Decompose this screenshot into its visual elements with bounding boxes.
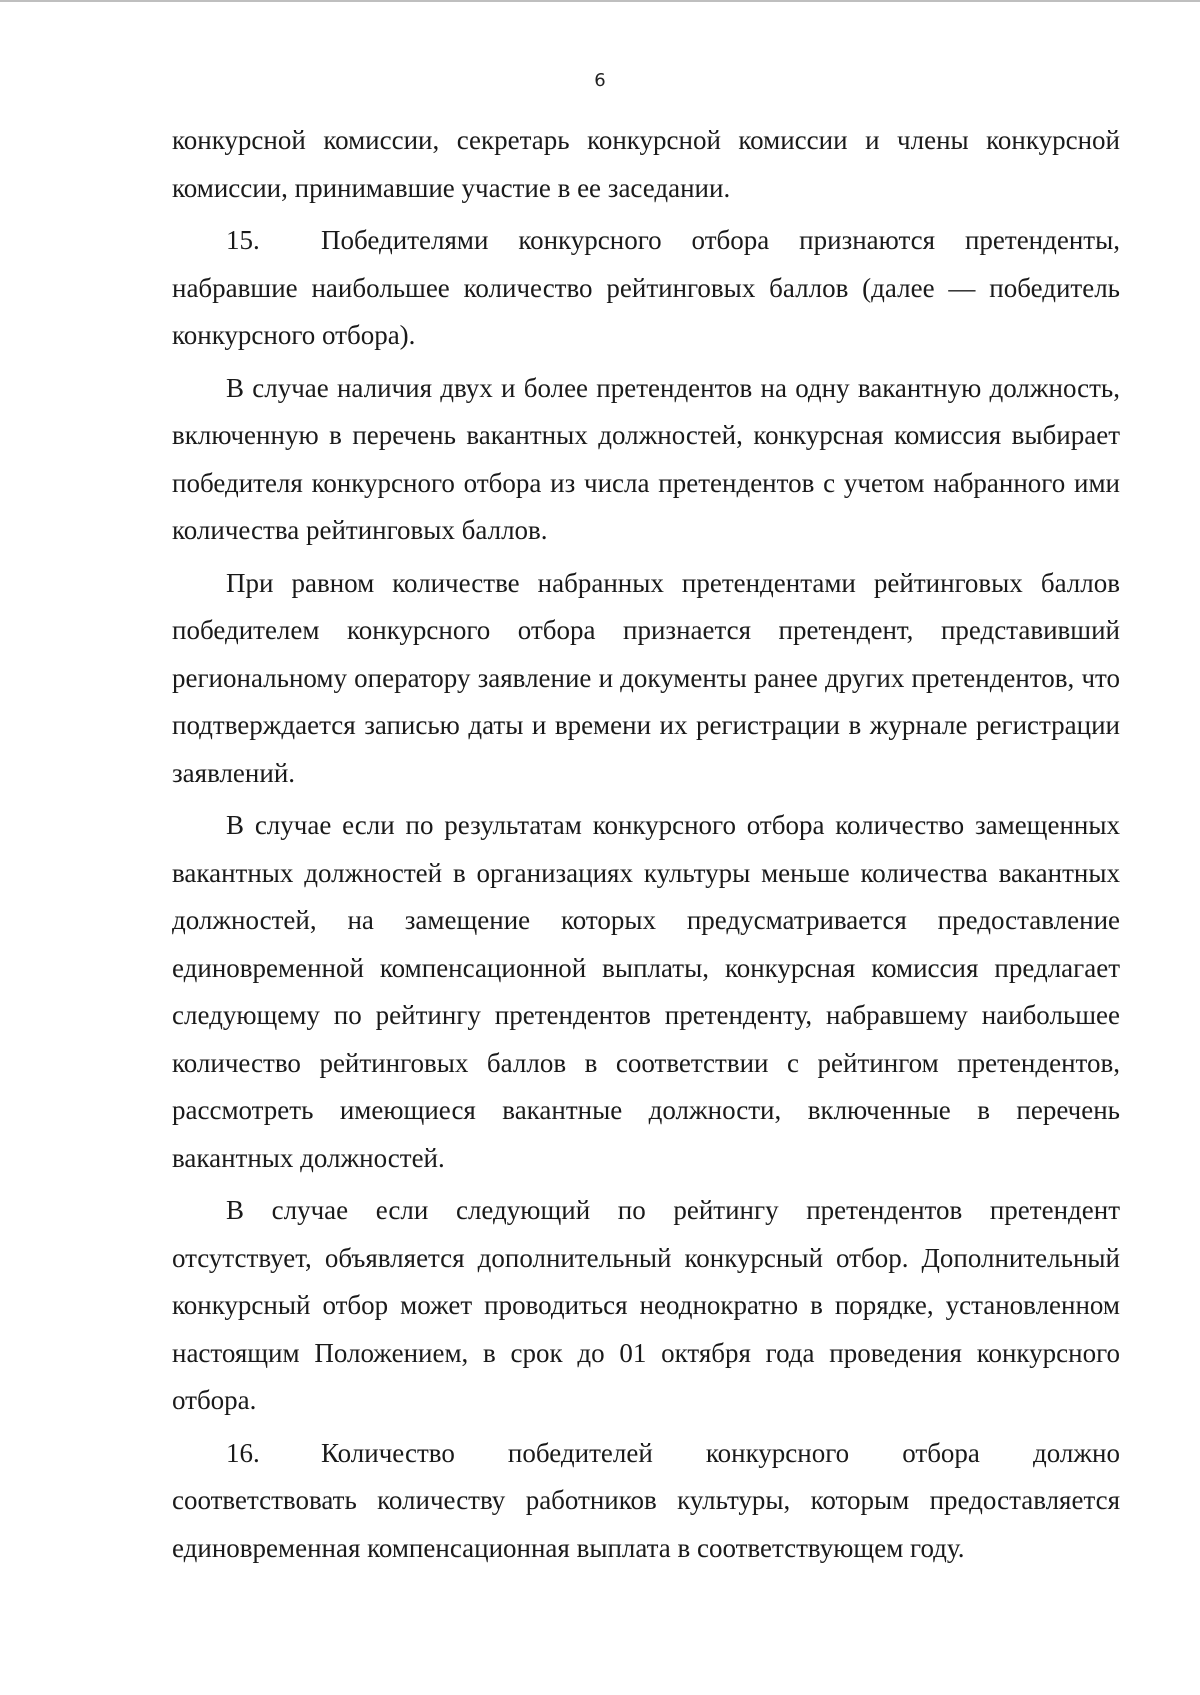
paragraph-text: Количество победителей конкурсного отбора должно соответствовать количеству работников культуры, которым предоставляется единовременная компенсационная выплата в соответствующем году.: [172, 1437, 1120, 1563]
paragraph-continuation: конкурсной комиссии, секретарь конкурсной комиссии и члены конкурсной комиссии, принимавшие участие в ее заседании.: [172, 125, 1120, 203]
paragraph-item-15: [172, 217, 1120, 360]
paragraph-text: Победителями конкурсного отбора признаются претенденты, набравшие наибольшее количество рейтинговых баллов (далее — победитель конкурсного отбора).: [172, 225, 1120, 350]
item-number-15: 15.: [226, 225, 260, 255]
paragraph-unfilled-positions: В случае если по результатам конкурсного отбора количество замещенных вакантных должностей в организациях культуры меньше количества вакантных должностей, на замещение которых предусматривается предоставление единовременной компенсационной выплаты, конкурсная комиссия предлагает следующему по рейтингу претендентов претенденту, набравшему наибольшее количество рейтинговых баллов в соответствии с рейтингом претендентов, рассмотреть имеющиеся вакантные должности, включенные в перечень вакантных должностей.: [172, 810, 1120, 1173]
paragraph-equal-points: При равном количестве набранных претендентами рейтинговых баллов победителем конкурсного отбора признается претендент, представивший региональному оператору заявление и документы ранее других претендентов, что подтверждается записью даты и времени их регистрации в журнале регистрации заявлений.: [172, 567, 1120, 788]
paragraph-additional-selection: В случае если следующий по рейтингу претендентов претендент отсутствует, объявляется дополнительный конкурсный отбор. Дополнительный конкурсный отбор может проводиться неоднократно в порядке, установленном настоящим Положением, в срок до 01 октября года проведения конкурсного отбора.: [172, 1195, 1120, 1415]
paragraph-two-candidates: В случае наличия двух и более претендентов на одну вакантную должность, включенную в перечень вакантных должностей, конкурсная комиссия выбирает победителя конкурсного отбора из числа претендентов с учетом набранного ими количества рейтинговых баллов.: [172, 372, 1120, 545]
page-top-edge: [0, 0, 1200, 2]
page-number: 6: [594, 70, 606, 91]
paragraph-item-16: [172, 1430, 1120, 1573]
document-body: [172, 117, 1120, 1572]
item-number-16: 16.: [226, 1437, 260, 1468]
